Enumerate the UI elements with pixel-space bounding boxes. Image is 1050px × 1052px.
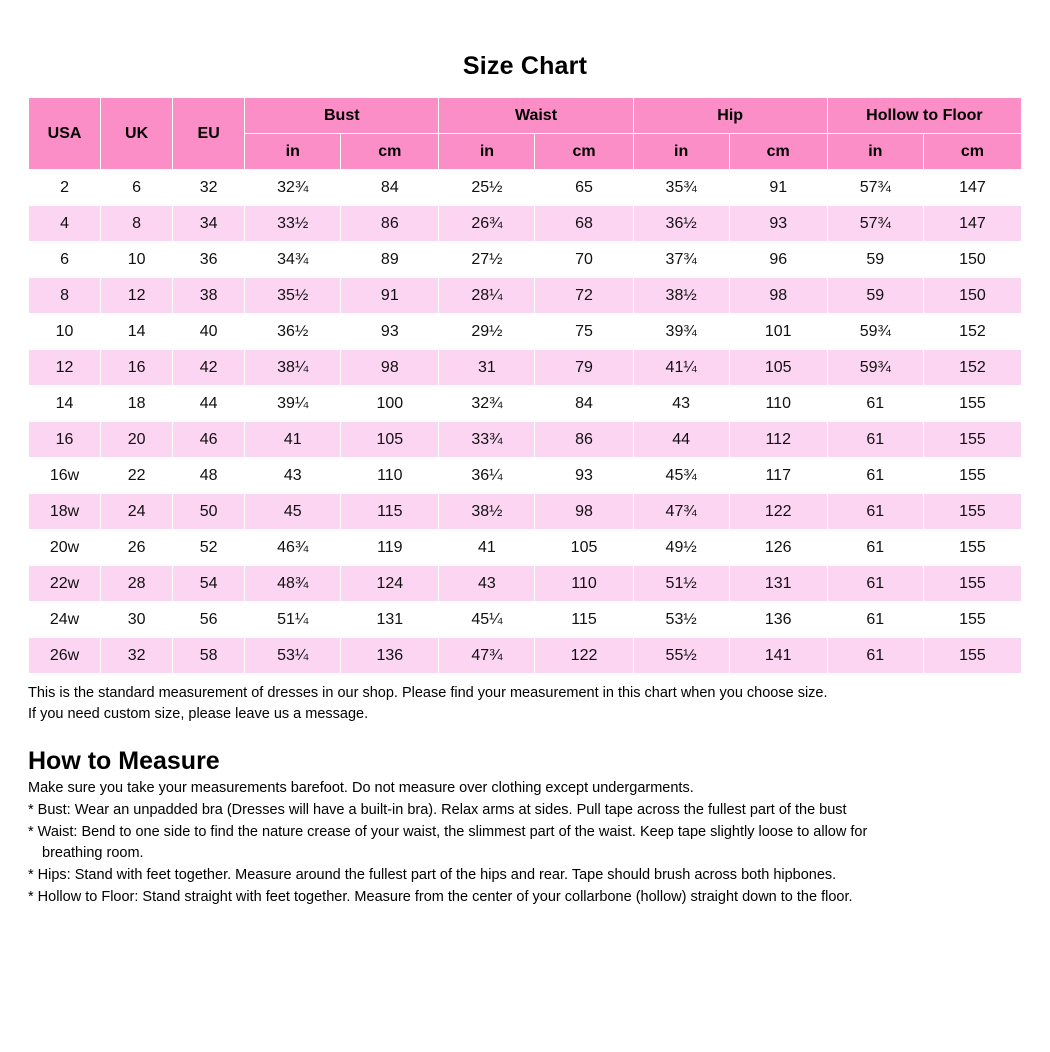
table-cell: 70	[535, 242, 633, 278]
table-cell: 105	[341, 422, 439, 458]
table-row	[29, 278, 1022, 314]
table-cell: 155	[923, 422, 1021, 458]
how-to-measure-hips: * Hips: Stand with feet together. Measure around the fullest part of the hips and rear. Tape should brush across both hipbones.	[28, 867, 837, 884]
table-row	[29, 638, 1022, 674]
table-cell: 150	[923, 278, 1021, 314]
table-cell: 24	[101, 494, 173, 530]
table-cell: 61	[827, 530, 923, 566]
table-cell: 47¾	[633, 494, 729, 530]
table-cell: 96	[729, 242, 827, 278]
column-header-hollow-to-floor: Hollow to Floor	[827, 98, 1021, 134]
table-cell: 40	[173, 314, 245, 350]
table-row	[29, 386, 1022, 422]
table-row	[29, 494, 1022, 530]
table-cell: 122	[535, 638, 633, 674]
table-cell: 59	[827, 278, 923, 314]
table-row	[29, 170, 1022, 206]
table-cell: 26	[101, 530, 173, 566]
table-cell: 115	[341, 494, 439, 530]
table-cell: 43	[245, 458, 341, 494]
table-cell: 18	[101, 386, 173, 422]
table-cell: 155	[923, 530, 1021, 566]
table-cell: 155	[923, 638, 1021, 674]
table-cell: 38	[173, 278, 245, 314]
table-cell: 105	[535, 530, 633, 566]
table-cell: 36	[173, 242, 245, 278]
table-cell: 155	[923, 602, 1021, 638]
table-cell: 6	[29, 242, 101, 278]
table-cell: 100	[341, 386, 439, 422]
table-cell: 91	[341, 278, 439, 314]
how-to-measure-waist: * Waist: Bend to one side to find the nature crease of your waist, the slimmest part of the waist. Keep tape slightly loose to allow for	[28, 823, 868, 840]
column-header-bust: Bust	[245, 98, 439, 134]
table-cell: 53¼	[245, 638, 341, 674]
table-cell: 101	[729, 314, 827, 350]
table-cell: 61	[827, 602, 923, 638]
table-cell: 32¾	[245, 170, 341, 206]
table-cell: 84	[341, 170, 439, 206]
table-cell: 49½	[633, 530, 729, 566]
table-cell: 72	[535, 278, 633, 314]
table-cell: 47¾	[439, 638, 535, 674]
table-cell: 20w	[29, 530, 101, 566]
table-cell: 27½	[439, 242, 535, 278]
table-cell: 44	[633, 422, 729, 458]
table-cell: 110	[535, 566, 633, 602]
table-cell: 35¾	[633, 170, 729, 206]
table-cell: 51¼	[245, 602, 341, 638]
chart-note-line-2: If you need custom size, please leave us a message.	[28, 706, 369, 723]
unit-header-bust-in: in	[245, 134, 341, 170]
table-cell: 45¼	[439, 602, 535, 638]
how-to-measure-heading: How to Measure	[28, 747, 220, 776]
table-cell: 93	[535, 458, 633, 494]
unit-header-waist-in: in	[439, 134, 535, 170]
table-cell: 131	[729, 566, 827, 602]
table-cell: 110	[729, 386, 827, 422]
table-cell: 4	[29, 206, 101, 242]
table-cell: 84	[535, 386, 633, 422]
table-cell: 36¼	[439, 458, 535, 494]
table-cell: 57¾	[827, 170, 923, 206]
table-cell: 52	[173, 530, 245, 566]
table-cell: 22	[101, 458, 173, 494]
table-cell: 61	[827, 458, 923, 494]
table-cell: 48	[173, 458, 245, 494]
how-to-measure-body	[28, 778, 1022, 909]
table-cell: 152	[923, 314, 1021, 350]
table-row	[29, 530, 1022, 566]
table-cell: 91	[729, 170, 827, 206]
table-cell: 147	[923, 170, 1021, 206]
table-cell: 41	[245, 422, 341, 458]
table-cell: 59¾	[827, 314, 923, 350]
table-cell: 147	[923, 206, 1021, 242]
table-cell: 98	[729, 278, 827, 314]
table-cell: 44	[173, 386, 245, 422]
table-cell: 53½	[633, 602, 729, 638]
table-cell: 29½	[439, 314, 535, 350]
table-cell: 41¼	[633, 350, 729, 386]
table-row	[29, 350, 1022, 386]
table-cell: 16w	[29, 458, 101, 494]
table-cell: 50	[173, 494, 245, 530]
chart-note-line-1: This is the standard measurement of dresses in our shop. Please find your measurement in this chart when you choose size.	[28, 685, 828, 701]
table-cell: 34	[173, 206, 245, 242]
table-cell: 86	[535, 422, 633, 458]
table-cell: 86	[341, 206, 439, 242]
table-cell: 46¾	[245, 530, 341, 566]
table-cell: 10	[101, 242, 173, 278]
table-cell: 22w	[29, 566, 101, 602]
table-cell: 46	[173, 422, 245, 458]
table-cell: 155	[923, 386, 1021, 422]
unit-header-bust-cm: cm	[341, 134, 439, 170]
table-cell: 58	[173, 638, 245, 674]
table-cell: 150	[923, 242, 1021, 278]
table-cell: 155	[923, 566, 1021, 602]
table-cell: 26w	[29, 638, 101, 674]
table-cell: 25½	[439, 170, 535, 206]
table-row	[29, 566, 1022, 602]
column-header-waist: Waist	[439, 98, 633, 134]
table-cell: 115	[535, 602, 633, 638]
table-cell: 43	[439, 566, 535, 602]
table-cell: 61	[827, 566, 923, 602]
table-cell: 32	[101, 638, 173, 674]
table-cell: 61	[827, 422, 923, 458]
table-cell: 36½	[633, 206, 729, 242]
table-cell: 2	[29, 170, 101, 206]
how-to-measure-bust: * Bust: Wear an unpadded bra (Dresses will have a built-in bra). Relax arms at sides. Pull tape across the fullest part of the bust	[28, 801, 847, 818]
unit-header-hollow-cm: cm	[923, 134, 1021, 170]
table-cell: 141	[729, 638, 827, 674]
table-cell: 6	[101, 170, 173, 206]
table-cell: 112	[729, 422, 827, 458]
table-cell: 68	[535, 206, 633, 242]
table-cell: 8	[101, 206, 173, 242]
table-cell: 98	[535, 494, 633, 530]
table-cell: 16	[101, 350, 173, 386]
table-cell: 33½	[245, 206, 341, 242]
table-cell: 45¾	[633, 458, 729, 494]
table-cell: 20	[101, 422, 173, 458]
table-row	[29, 242, 1022, 278]
table-cell: 56	[173, 602, 245, 638]
table-cell: 31	[439, 350, 535, 386]
unit-header-waist-cm: cm	[535, 134, 633, 170]
table-cell: 39¼	[245, 386, 341, 422]
table-cell: 32¾	[439, 386, 535, 422]
table-cell: 36½	[245, 314, 341, 350]
table-cell: 131	[341, 602, 439, 638]
table-row	[29, 422, 1022, 458]
table-cell: 136	[729, 602, 827, 638]
table-cell: 155	[923, 458, 1021, 494]
column-header-hip: Hip	[633, 98, 827, 134]
column-header-usa: USA	[29, 98, 101, 170]
table-cell: 119	[341, 530, 439, 566]
unit-header-hollow-in: in	[827, 134, 923, 170]
table-cell: 16	[29, 422, 101, 458]
how-to-measure-intro: Make sure you take your measurements barefoot. Do not measure over clothing except undergarments.	[28, 780, 694, 797]
table-cell: 61	[827, 386, 923, 422]
column-header-uk: UK	[101, 98, 173, 170]
table-cell: 59¾	[827, 350, 923, 386]
table-cell: 55½	[633, 638, 729, 674]
table-cell: 136	[341, 638, 439, 674]
table-cell: 45	[245, 494, 341, 530]
table-cell: 12	[29, 350, 101, 386]
table-group-header-row	[29, 98, 1022, 134]
table-cell: 30	[101, 602, 173, 638]
table-cell: 37¾	[633, 242, 729, 278]
table-cell: 93	[729, 206, 827, 242]
table-header	[29, 98, 1022, 170]
table-cell: 54	[173, 566, 245, 602]
unit-header-hip-in: in	[633, 134, 729, 170]
table-cell: 34¾	[245, 242, 341, 278]
table-cell: 38½	[633, 278, 729, 314]
table-cell: 57¾	[827, 206, 923, 242]
table-cell: 38¼	[245, 350, 341, 386]
table-cell: 124	[341, 566, 439, 602]
chart-note	[28, 683, 1022, 725]
table-cell: 75	[535, 314, 633, 350]
table-row	[29, 458, 1022, 494]
table-cell: 155	[923, 494, 1021, 530]
table-cell: 26¾	[439, 206, 535, 242]
table-cell: 8	[29, 278, 101, 314]
table-cell: 48¾	[245, 566, 341, 602]
table-cell: 98	[341, 350, 439, 386]
table-cell: 61	[827, 494, 923, 530]
table-cell: 12	[101, 278, 173, 314]
table-cell: 105	[729, 350, 827, 386]
table-cell: 59	[827, 242, 923, 278]
table-cell: 152	[923, 350, 1021, 386]
table-cell: 10	[29, 314, 101, 350]
table-cell: 24w	[29, 602, 101, 638]
table-cell: 126	[729, 530, 827, 566]
table-body	[29, 170, 1022, 674]
table-cell: 79	[535, 350, 633, 386]
table-cell: 28¼	[439, 278, 535, 314]
size-chart-table	[28, 97, 1022, 674]
table-cell: 122	[729, 494, 827, 530]
table-row	[29, 314, 1022, 350]
page-title: Size Chart	[462, 52, 588, 80]
table-row	[29, 602, 1022, 638]
table-cell: 32	[173, 170, 245, 206]
table-cell: 65	[535, 170, 633, 206]
table-cell: 18w	[29, 494, 101, 530]
table-cell: 38½	[439, 494, 535, 530]
table-cell: 89	[341, 242, 439, 278]
table-cell: 33¾	[439, 422, 535, 458]
table-cell: 14	[29, 386, 101, 422]
unit-header-hip-cm: cm	[729, 134, 827, 170]
table-cell: 110	[341, 458, 439, 494]
table-cell: 43	[633, 386, 729, 422]
table-cell: 41	[439, 530, 535, 566]
table-cell: 61	[827, 638, 923, 674]
table-row	[29, 206, 1022, 242]
table-cell: 93	[341, 314, 439, 350]
size-chart-page	[0, 52, 1050, 1052]
table-cell: 42	[173, 350, 245, 386]
how-to-measure-hollow: * Hollow to Floor: Stand straight with feet together. Measure from the center of your collarbone (hollow) straight down to the floor.	[28, 888, 853, 905]
column-header-eu: EU	[173, 98, 245, 170]
table-cell: 28	[101, 566, 173, 602]
table-cell: 51½	[633, 566, 729, 602]
table-cell: 14	[101, 314, 173, 350]
how-to-measure-waist-continued: breathing room.	[42, 845, 144, 862]
table-cell: 39¾	[633, 314, 729, 350]
table-cell: 117	[729, 458, 827, 494]
table-cell: 35½	[245, 278, 341, 314]
